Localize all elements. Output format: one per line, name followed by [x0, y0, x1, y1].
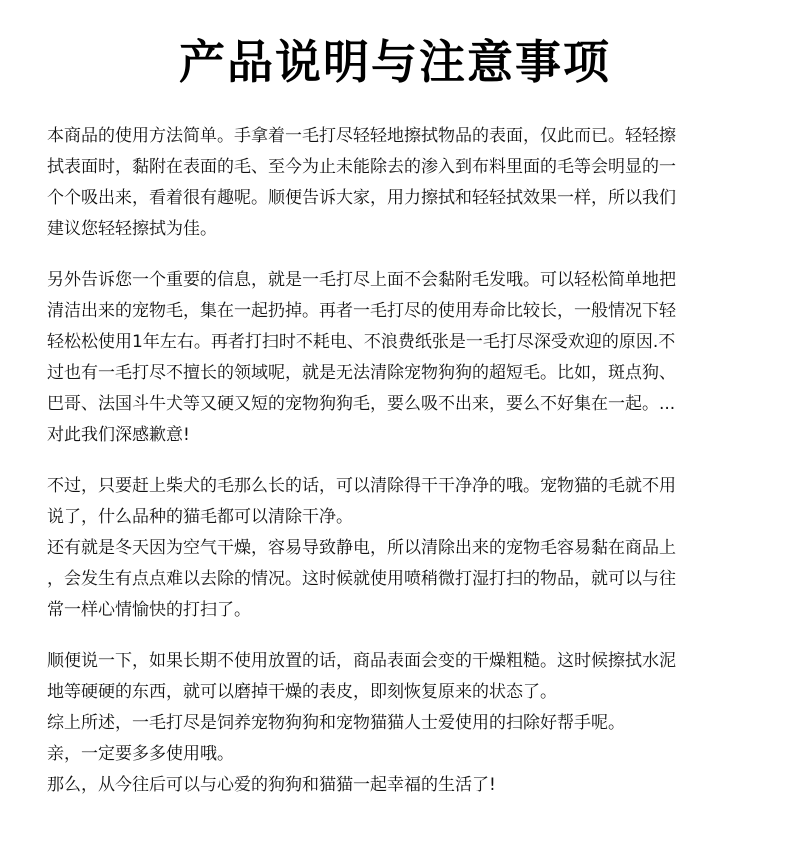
paragraph-3-line-1: 不过，只要赶上柴犬的毛那么长的话，可以清除得干干净净的哦。宠物猫的毛就不用	[47, 476, 676, 496]
page-title: 产品说明与注意事项	[179, 35, 611, 89]
paragraph-1-line-4: 建议您轻轻擦拭为佳。	[47, 219, 217, 239]
paragraph-2-line-3: 轻松松使用1年左右。再者打扫时不耗电、不浪费纸张是一毛打尽深受欢迎的原因.不	[47, 332, 676, 352]
paragraph-1-line-1: 本商品的使用方法简单。手拿着一毛打尽轻轻地擦拭物品的表面，仅此而已。轻轻擦	[47, 126, 676, 146]
paragraph-3-line-2: 说了，什么品种的猫毛都可以清除干净。	[47, 507, 353, 527]
paragraph-2-line-2: 清洁出来的宠物毛，集在一起扔掉。再者一毛打尽的使用寿命比较长，一般情况下轻	[47, 301, 676, 321]
paragraph-4-line-4: 亲，一定要多多使用哦。	[47, 744, 234, 764]
paragraph-1-line-3: 个个吸出来，看着很有趣呢。顺便告诉大家，用力擦拭和轻轻拭效果一样，所以我们	[47, 188, 676, 208]
paragraph-4-line-1: 顺便说一下，如果长期不使用放置的话，商品表面会变的干燥粗糙。这时候擦拭水泥	[47, 651, 676, 671]
paragraph-2-line-6: 对此我们深感歉意!	[47, 425, 190, 445]
paragraph-4-line-2: 地等硬硬的东西，就可以磨掉干燥的表皮，即刻恢复原来的状态了。	[47, 682, 557, 702]
paragraph-3-line-5: 常一样心情愉快的打扫了。	[47, 600, 251, 620]
paragraph-3-line-3: 还有就是冬天因为空气干燥，容易导致静电，所以清除出来的宠物毛容易黏在商品上	[47, 538, 676, 558]
paragraph-1-line-2: 拭表面时，黏附在表面的毛、至今为止未能除去的渗入到布料里面的毛等会明显的一	[47, 157, 676, 177]
paragraph-2-line-1: 另外告诉您一个重要的信息，就是一毛打尽上面不会黏附毛发哦。可以轻松简单地把	[47, 270, 676, 290]
paragraph-2-line-5: 巴哥、法国斗牛犬等又硬又短的宠物狗狗毛，要么吸不出来，要么不好集在一起。...	[47, 394, 676, 414]
paragraph-4-line-5: 那么，从今往后可以与心爱的狗狗和猫猫一起幸福的生活了!	[47, 775, 496, 795]
paragraph-4-line-3: 综上所述，一毛打尽是饲养宠物狗狗和宠物猫猫人士爱使用的扫除好帮手呢。	[47, 713, 625, 733]
paragraph-2-line-4: 过也有一毛打尽不擅长的领域呢，就是无法清除宠物狗狗的超短毛。比如，斑点狗、	[47, 363, 676, 383]
paragraph-3-line-4: ，会发生有点点难以去除的情况。这时候就使用喷稍微打湿打扫的物品，就可以与往	[47, 569, 676, 589]
